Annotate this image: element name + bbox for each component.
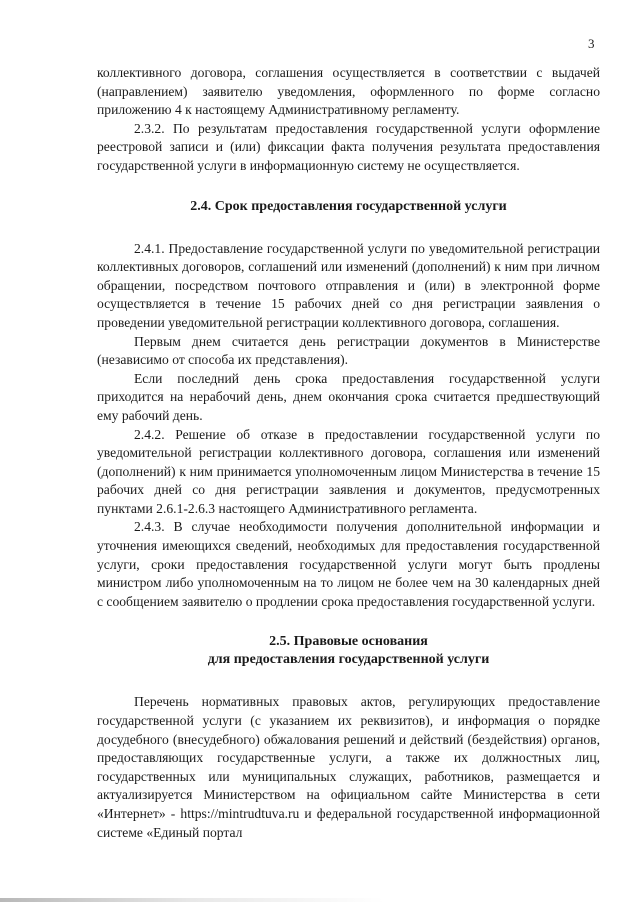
section-heading-line: 2.5. Правовые основания	[269, 634, 428, 650]
paragraph: 2.3.2. По результатам предоставления государственной услуги оформление реестровой записи и (или) фиксации факта получения результата предоставления государственной услуги в информационную систему не осуществляется.	[97, 120, 600, 173]
paragraph: Перечень нормативных правовых актов, регулирующих предоставление государственной услуги (с указанием их реквизитов), и информация о порядке досудебного (внесудебного) обжалования решений и действий (бездействия) органов, предоставляющих государственные услуги, а также их должностных лиц, государственных или муниципальных служащих, работников, размещается и актуализируется Министерством на официальном сайте Министерства в сети «Интернет» - https://mintrudtuva.ru и федеральной государственной информационной системе «Единый портал	[97, 694, 600, 840]
page-number: 3	[588, 36, 595, 51]
section-heading: 2.4. Срок предоставления государственной услуги	[190, 198, 507, 214]
paragraph: 2.4.3. В случае необходимости получения дополнительной информации и уточнения имеющихся сведений, необходимых для предоставления государственной услуги, сроки предоставления государственной услуги могут быть продлены министром либо уполномоченным на то лицом не более чем на 30 календарных дней с сообщением заявителю о продлении срока предоставления государственной услуги.	[97, 519, 600, 609]
section-heading-line: для предоставления государственной услуги	[207, 652, 490, 668]
paragraph: 2.4.2. Решение об отказе в предоставлении государственной услуги по уведомительной регистрации коллективного договора, соглашения или изменений (дополнений) к ним принимается уполномоченным лицом Министерства в течение 15 рабочих дней со дня регистрации заявления и документов, предусмотренных пунктами 2.6.1-2.6.3 настоящего Административного регламента.	[97, 426, 600, 516]
section-heading	[97, 633, 600, 669]
paragraph: коллективного договора, соглашения осуществляется в соответствии с выдачей (направлением) заявителю уведомления, оформленного по форме согласно приложению 4 к настоящему Административному регламенту.	[97, 65, 600, 118]
paragraph: 2.4.1. Предоставление государственной услуги по уведомительной регистрации коллективных договоров, соглашений или изменений (дополнений) к ним при личном обращении, посредством почтового отправления и (или) в электронной форме осуществляется в течение 15 рабочих дней со дня регистрации заявления о проведении уведомительной регистрации коллективного договора, соглашения.	[97, 240, 600, 330]
document-body	[97, 64, 600, 842]
scan-edge	[0, 898, 640, 902]
paragraph: Если последний день срока предоставления государственной услуги приходится на нерабочий день, днем окончания срока считается предшествующий ему рабочий день.	[97, 370, 600, 423]
paragraph: Первым днем считается день регистрации документов в Министерстве (независимо от способа их представления).	[97, 333, 600, 368]
